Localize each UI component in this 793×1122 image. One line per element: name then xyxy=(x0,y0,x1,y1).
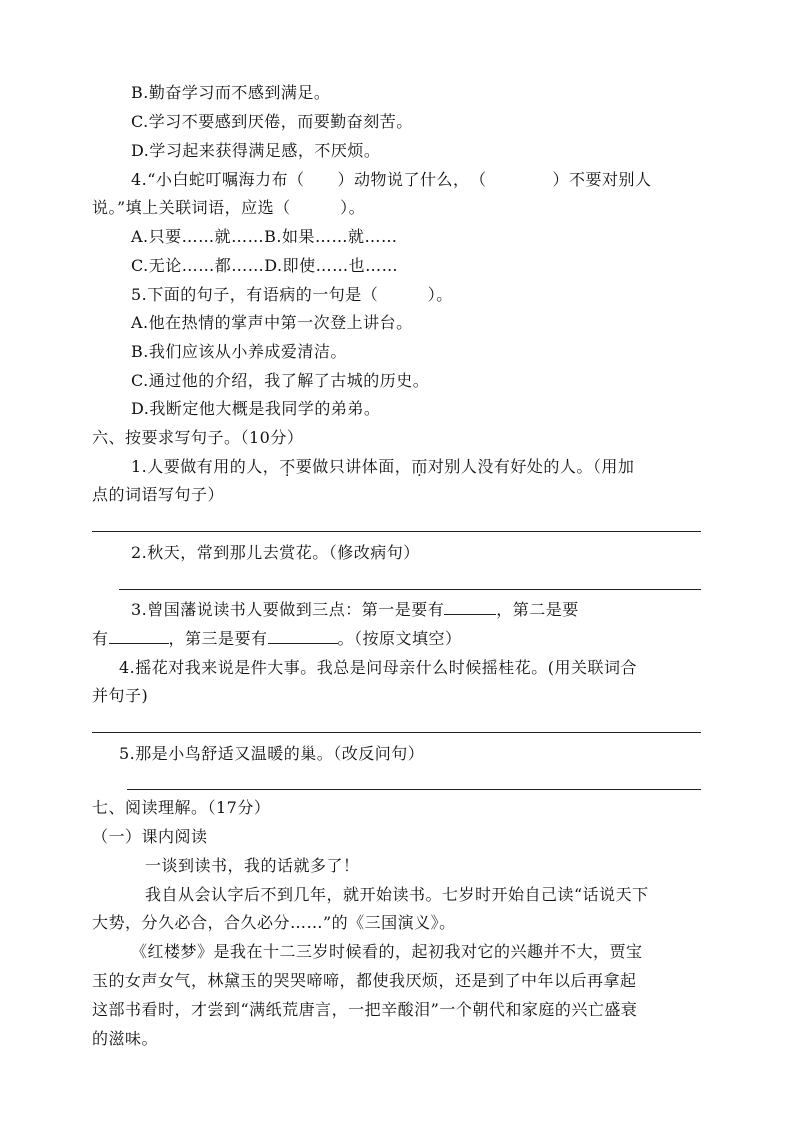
question-4-options-cd: C.无论……都……D.即使……也…… xyxy=(131,256,399,275)
question-5-option-c: C.通过他的介绍，我了解了古城的历史。 xyxy=(131,371,430,390)
answer-line-1[interactable] xyxy=(92,531,701,532)
section-7-heading: 七、阅读理解。（17分） xyxy=(92,798,271,817)
sec6-question-5: 5.那是小鸟舒适又温暖的巢。（改反问句） xyxy=(119,744,425,763)
q3-text-c: 有 xyxy=(92,629,109,648)
passage-paragraph-1: 一谈到读书，我的话就多了！ xyxy=(145,856,360,875)
answer-line-4[interactable] xyxy=(92,732,701,733)
passage-paragraph-2-line2: 大势，分久必合，合久必分……”的《三国演义》。 xyxy=(92,913,456,932)
question-4-options-ab: A.只要……就……B.如果……就…… xyxy=(131,227,398,246)
question-5-option-a: A.他在热情的掌声中第一次登上讲台。 xyxy=(131,313,413,332)
q1-text-post: 对别人没有好处的人。（用加 xyxy=(427,457,635,476)
passage-paragraph-3-line4: 的滋味。 xyxy=(92,1029,159,1048)
question-5-stem: 5.下面的句子，有语病的一句是（ ）。 xyxy=(131,285,453,304)
q3-text-b: ，第二是要 xyxy=(496,600,579,619)
question-5-option-d: D.我断定他大概是我同学的弟弟。 xyxy=(131,399,381,418)
q1-dotted-word-1: 不 xyxy=(279,457,296,476)
q3-text-a: 3.曾国藩说读书人要做到三点：第一是要有 xyxy=(131,600,445,619)
fill-blank-3[interactable] xyxy=(268,627,338,644)
sec6-question-2: 2.秋天，常到那儿去赏花。（修改病句） xyxy=(131,543,420,562)
question-4-line2: 说。”填上关联词语，应选（ ）。 xyxy=(92,198,366,217)
sec6-question-1-line1 xyxy=(131,456,634,478)
option-b-prev: B.勤奋学习而不感到满足。 xyxy=(131,83,331,102)
q1-text-mid: 要做只讲体面， xyxy=(295,457,412,476)
sec6-question-4-line2: 并句子) xyxy=(92,686,149,705)
passage-paragraph-3-line3: 这部书看时，才尝到“满纸荒唐言，一把辛酸泪”一个朝代和家庭的兴亡盛衰 xyxy=(92,1000,638,1019)
passage-paragraph-3-line2: 玉的女声女气，林黛玉的哭哭啼啼，都使我厌烦，还是到了中年以后再拿起 xyxy=(92,971,637,990)
q1-dotted-word-2: 而 xyxy=(411,457,428,476)
question-4-line1: 4.“小白蛇叮嘱海力布（ ）动物说了什么， （ ）不要对别人 xyxy=(131,170,652,189)
sec6-question-3-line2 xyxy=(92,627,462,650)
section-7-subheading: （一）课内阅读 xyxy=(92,827,208,846)
q3-text-d: ，第三是要有 xyxy=(168,629,268,648)
question-5-option-b: B.我们应该从小养成爱清洁。 xyxy=(131,342,347,361)
answer-line-5[interactable] xyxy=(127,789,701,790)
sec6-question-1-line2: 点的词语写句子） xyxy=(92,485,225,504)
fill-blank-1[interactable] xyxy=(444,598,496,615)
q1-text-pre: 1.人要做有用的人， xyxy=(131,457,280,476)
passage-paragraph-2-line1: 我自从会认字后不到几年，就开始读书。七岁时开始自己读“话说天下 xyxy=(145,885,649,904)
section-6-heading: 六、按要求写句子。（10分） xyxy=(92,428,304,447)
passage-paragraph-3-line1: 《红楼梦》是我在十二三岁时候看的，起初我对它的兴趣并不大，贾宝 xyxy=(131,942,643,961)
option-d-prev: D.学习起来获得满足感，不厌烦。 xyxy=(131,141,381,160)
answer-line-2[interactable] xyxy=(119,589,701,590)
option-c-prev: C.学习不要感到厌倦，而要勤奋刻苦。 xyxy=(131,112,413,131)
fill-blank-2[interactable] xyxy=(109,627,169,644)
sec6-question-4-line1: 4.摇花对我来说是件大事。我总是问母亲什么时候摇桂花。(用关联词合 xyxy=(119,658,638,677)
sec6-question-3-line1 xyxy=(131,598,579,621)
q3-text-e: 。（按原文填空） xyxy=(337,629,462,648)
